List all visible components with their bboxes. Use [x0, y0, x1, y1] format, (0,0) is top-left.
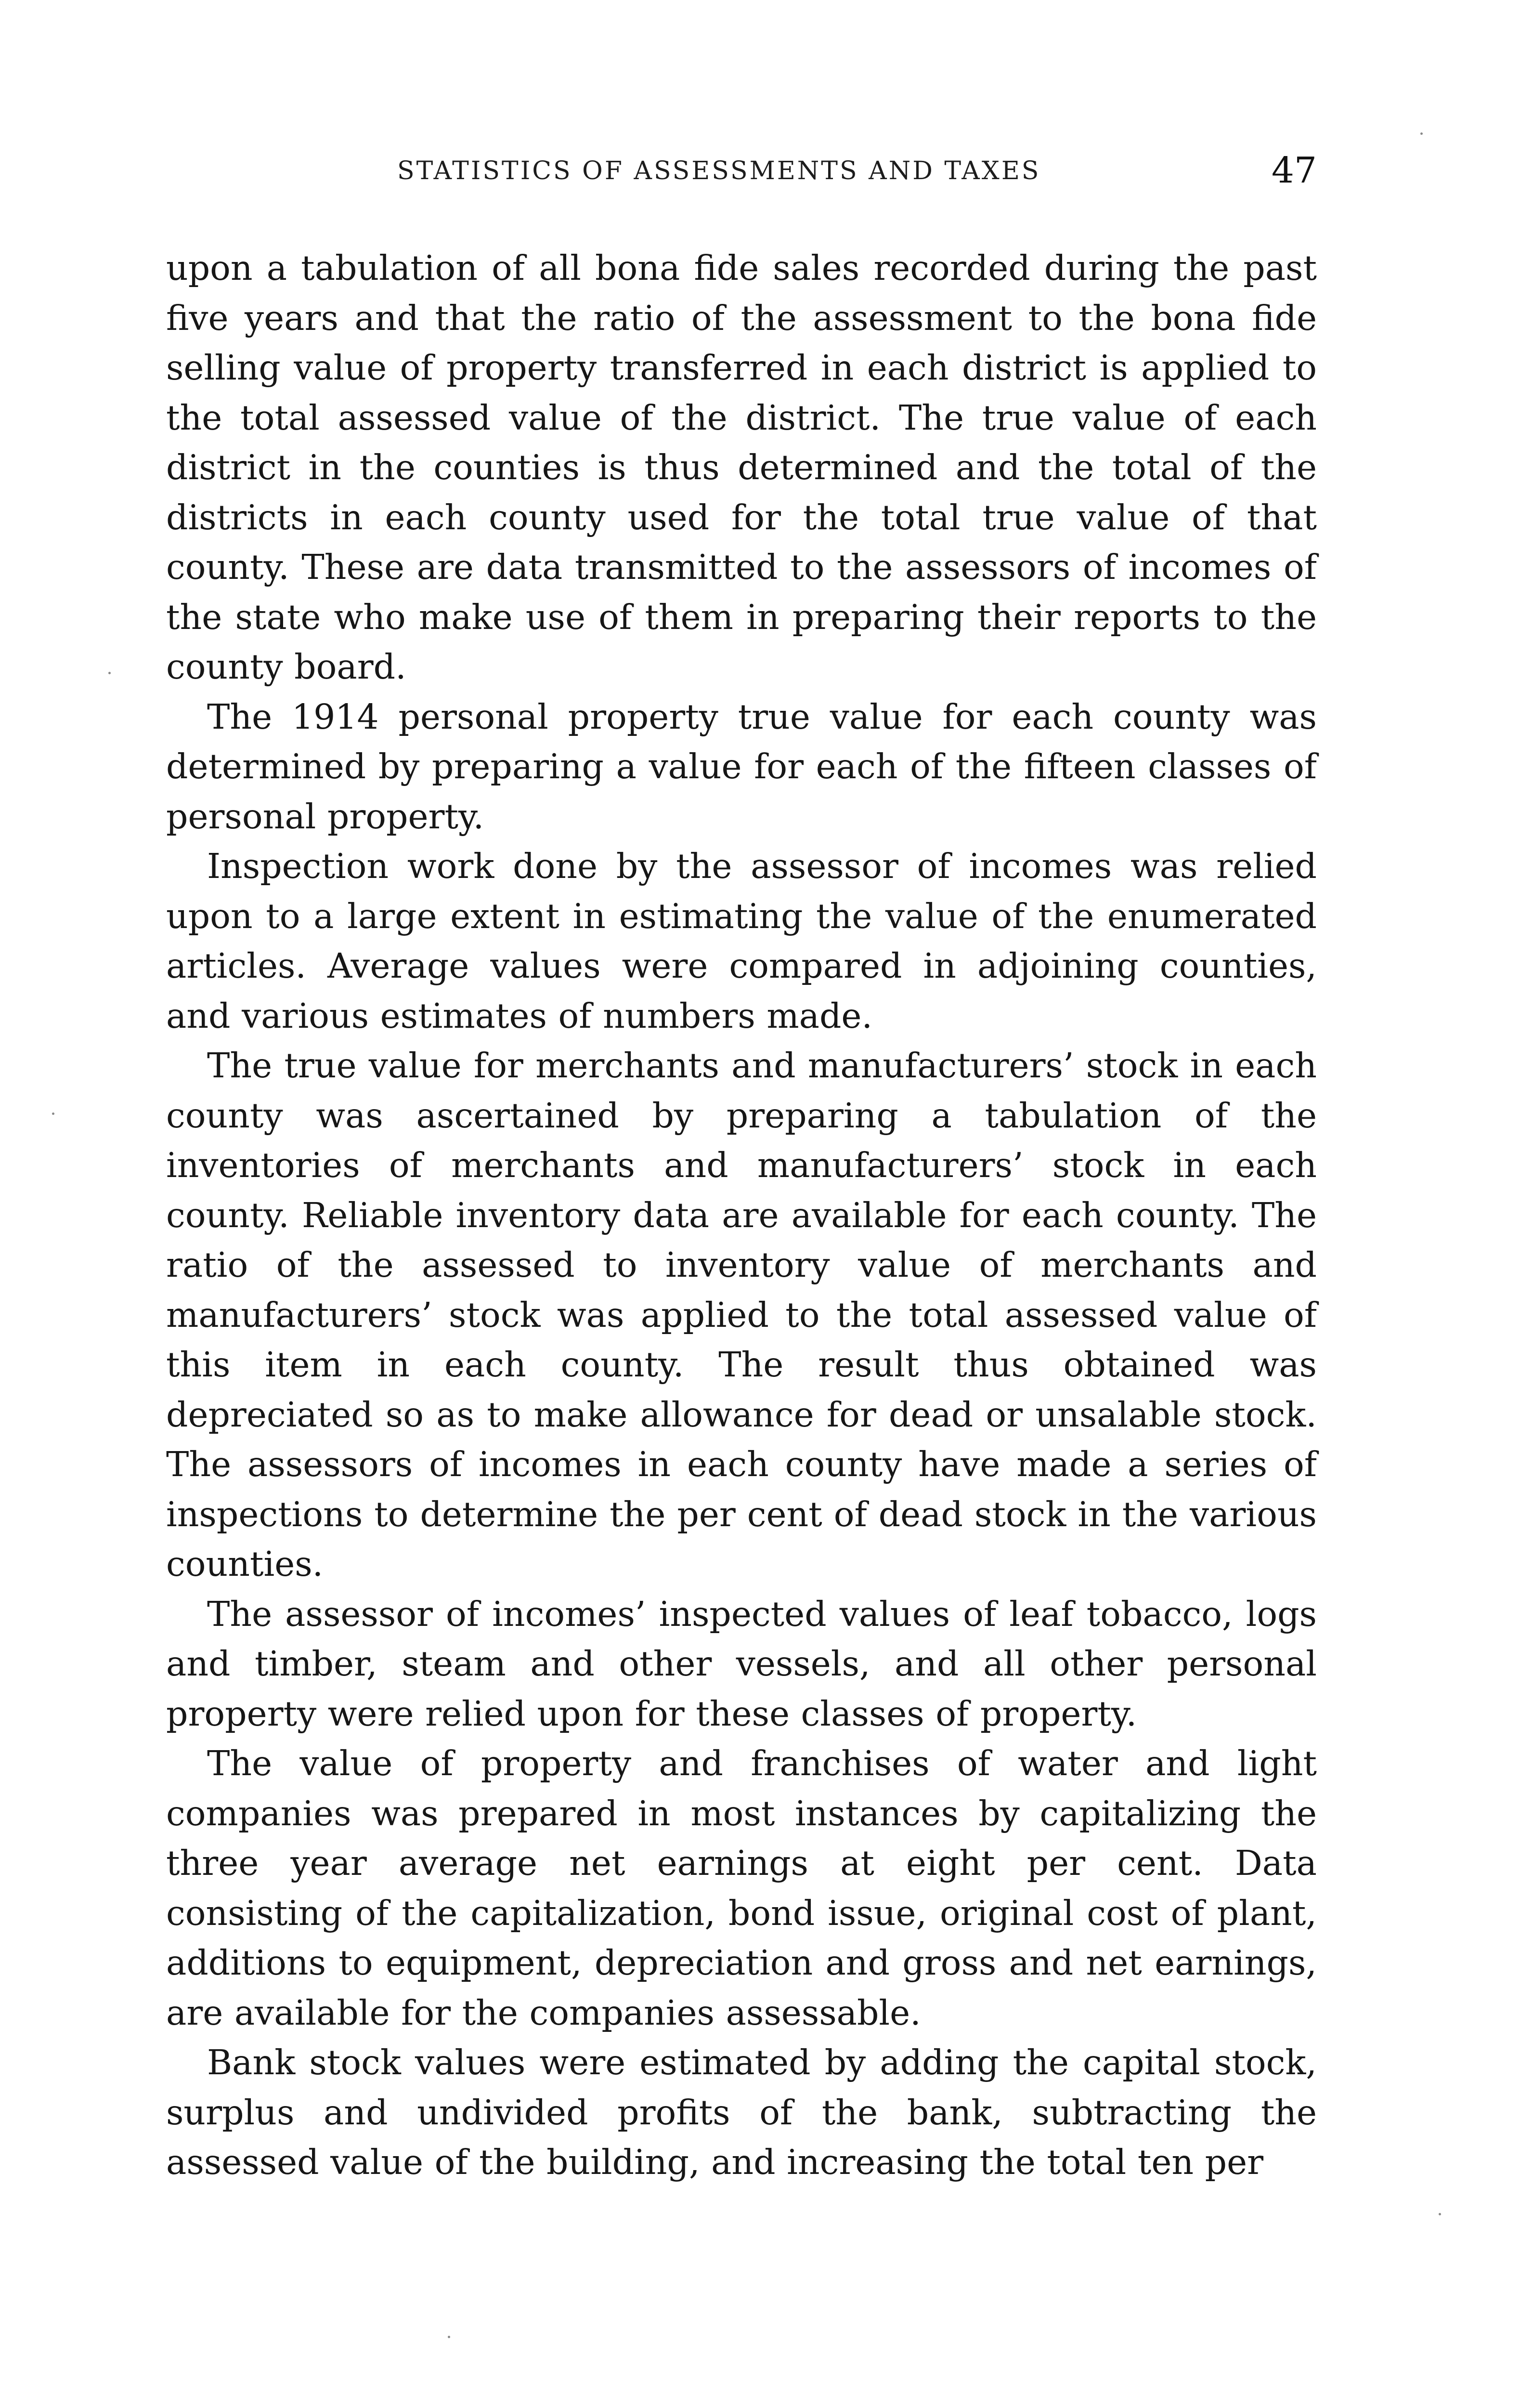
body-text: [166, 243, 1317, 2187]
paragraph-bank-stock: Bank stock values were estimated by adding the capital stock, surplus and undivided profits of the bank, subtracting the assessed value of the building, and increasing the total ten per: [166, 2042, 1317, 2182]
scan-speck: [52, 1112, 54, 1115]
scan-speck: [448, 2336, 450, 2338]
scan-speck: [108, 672, 111, 674]
paragraph-inspection-work: Inspection work done by the assessor of incomes was relied upon to a large extent in estimating the value of the enumerated articles. Average values were compared in adjoining counties, and various estimates of numbers made.: [166, 846, 1317, 1036]
running-head: [166, 150, 1317, 202]
paragraph-personal-property: The 1914 personal property true value for each county was determined by preparing a value for each of the fifteen classes of personal property.: [166, 696, 1317, 837]
page-number: 47: [1271, 150, 1317, 191]
paragraph-continued: upon a tabulation of all bona fide sales recorded during the past five years and that the ratio of the assessment to the bona fide selling value of property transferred in each district is applied to the total assessed value of the district. The true value of each district in the counties is thus determined and the total of the districts in each county used for the total true value of that county. These are data transmitted to the assessors of incomes of the state who make use of them in preparing their reports to the county board.: [166, 248, 1317, 687]
paragraph-inspected-values: The assessor of incomes’ inspected values of leaf tobacco, logs and timber, steam and other vessels, and all other personal property were relied upon for these classes of property.: [166, 1594, 1317, 1734]
paragraph-water-light-companies: The value of property and franchises of water and light companies was prepared in most instances by capitalizing the three year average net earnings at eight per cent. Data consisting of the capitalization, bond issue, original cost of plant, additions to equipment, depreciation and gross and net earnings, are available for the companies assessable.: [166, 1743, 1317, 2033]
paragraph-merchants-stock: The true value for merchants and manufacturers’ stock in each county was ascertained by preparing a tabulation of the inventories of merchants and manufacturers’ stock in each county. Reliable inventory data are available for each county. The ratio of the assessed to inventory value of merchants and manufacturers’ stock was applied to the total assessed value of this item in each county. The result thus obtained was depreciated so as to make allowance for dead or unsalable stock. The assessors of incomes in each county have made a series of inspections to determine the per cent of dead stock in the various counties.: [166, 1046, 1317, 1584]
running-title: STATISTICS OF ASSESSMENTS AND TAXES: [397, 157, 1041, 185]
scan-speck: [1420, 132, 1423, 135]
scan-speck: [1439, 2213, 1441, 2215]
